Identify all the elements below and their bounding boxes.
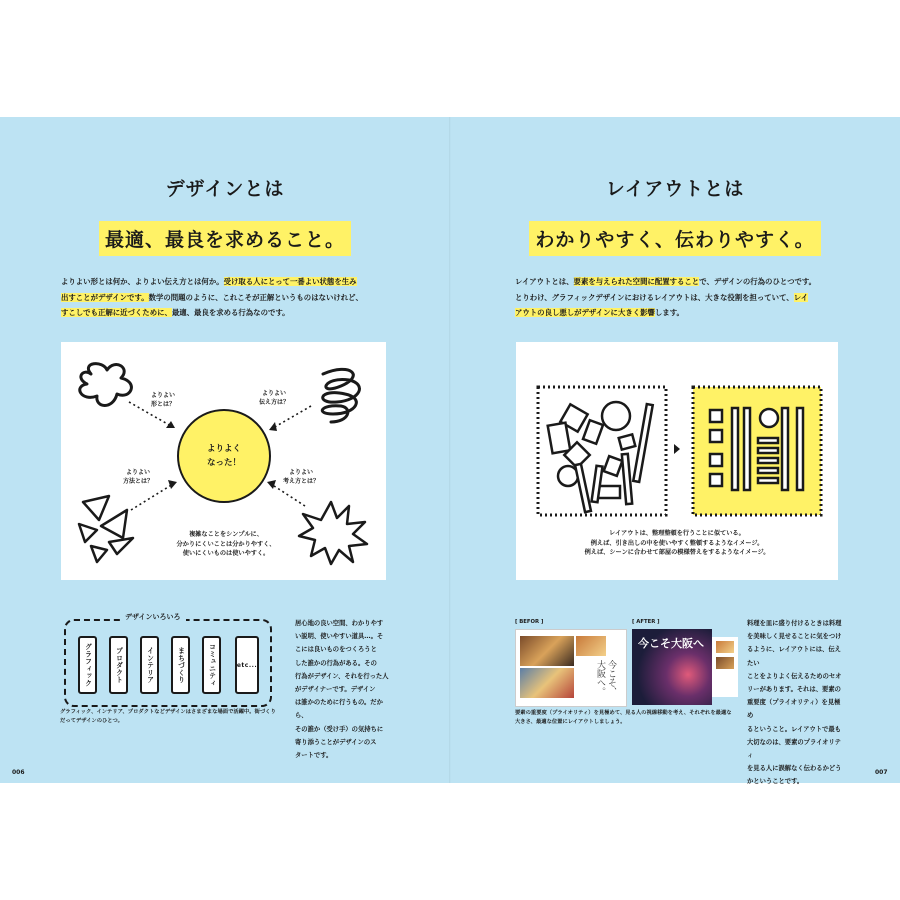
tag-interior: インテリア: [140, 636, 159, 694]
photos-caption: 要素の重要度（プライオリティ）を見極めて、見る人の視線移動を考え、それぞれを最適な 大きさ、最適な位置にレイアウトしましょう。: [515, 710, 732, 725]
before-label: [ BEFOR ]: [515, 619, 544, 625]
right-side-text: 料理を皿に盛り付けるときは料理 を美味しく見せることに気をつけ るように、レイアウトには、伝えたい ことをよりよく伝えるためのセオ リーがあります。それは、要素の 重要度（プライオリティ）を見極め るということ。レイアウトで最も 大切なのは、要素のプライオリティ を見る人に誤解なく伝わるかどう かということです。: [747, 620, 842, 786]
book-spread: [0, 117, 900, 786]
after-layout-image: [632, 629, 712, 705]
left-side-text: 居心地の良い空間、わかりやす い説明、使いやすい道具…。そ こには良いものをつくろうと した誰かの行為がある。その 行為がデザイン、それを行った人 がデザイナーです。デザイン は誰かのために行うもの。だから、 その誰か（受け手）の気持ちに 寄り添うことがデザインのス タートです。: [295, 620, 389, 760]
arrow-top-right: [273, 406, 311, 428]
triangles-shape-icon: [79, 496, 133, 562]
label-better-message: よりよい 伝え方は？: [259, 390, 290, 406]
spiral-shape-icon: [322, 369, 359, 422]
page-number-left: 006: [12, 769, 25, 776]
tag-product: プロダクト: [109, 636, 128, 694]
layout-diagram-panel: [516, 342, 838, 580]
tag-etc: etc...: [235, 636, 259, 694]
label-better-method: よりよい 方法とは？: [123, 469, 154, 485]
left-page-headline: 最適、最良を求めること。: [0, 221, 450, 256]
right-page: [450, 117, 900, 786]
after-label: [ AFTER ]: [632, 619, 660, 625]
arrow-bottom-right: [271, 484, 305, 506]
tag-community: コミュニティ: [202, 636, 221, 694]
right-intro-text: レイアウトとは、要素を与えられた空間に配置することで、デザインの行為のひとつです。 とりわけ、グラフィックデザインにおけるレイアウトは、大きな役割を担っていて、レイ アウトの良し悪しがデザインに大きく影響します。: [515, 277, 817, 317]
after-side-column: [712, 637, 738, 697]
tag-town-planning: まちづくり: [171, 636, 190, 694]
diagram-caption: 複雑なことをシンプルに、 分かりにくいことは分かりやすく、 使いにくいものは使いやすく。: [176, 531, 276, 557]
label-better-thinking: よりよい 考え方とは？: [283, 469, 320, 485]
photo-food-1: [520, 636, 574, 666]
tag-graphic: グラフィック: [78, 636, 97, 694]
design-types-title: デザインいろいろ: [120, 612, 186, 622]
page-number-right: 007: [875, 769, 888, 776]
photo-food-2: [576, 636, 606, 656]
left-page: [0, 117, 450, 783]
center-circle: よりよく なった！: [177, 409, 271, 503]
messy-shapes: [548, 402, 653, 512]
gutter-shadow: [449, 117, 451, 783]
right-page-headline: わかりやすく、伝わりやすく。: [450, 221, 900, 256]
left-page-title: デザインとは: [165, 178, 285, 200]
blob-shape-icon: [80, 364, 132, 406]
arrow-bottom-left: [131, 484, 173, 510]
layout-diagram-caption: レイアウトは、整理整頓を行うことに似ている。 例えば、引き出しの中を使いやすく整頓するようなイメージ。 例えば、シーンに合わせて部屋の模様替えをするようなイメージ。: [584, 530, 770, 556]
before-headline: 今こそ、大阪へ。: [595, 660, 616, 696]
left-intro-text: よりよい形とは何か、よりよい伝え方とは何か。受け取る人にとって一番よい状態を生み 出すことがデザインです。数学の問題のように、これこそが正解というものはないけれど、 すこしでも正解に近づくために、最適、最良を求める行為なのです。: [61, 277, 363, 317]
before-layout-image: [515, 629, 627, 707]
design-diagram-panel: [61, 342, 386, 580]
tags-caption: グラフィック、インテリア、プロダクトなどデザインはさまざまな場面で活躍中。街づくり だってデザインのひとつ。: [60, 709, 276, 724]
label-better-shape: よりよい 形とは？: [151, 392, 176, 408]
burst-shape-icon: [299, 502, 367, 564]
after-headline: 今こそ大阪へ: [638, 637, 704, 650]
photo-city-1: [520, 668, 574, 698]
right-page-title: レイアウトとは: [605, 178, 745, 200]
arrow-right-icon: [674, 444, 680, 454]
